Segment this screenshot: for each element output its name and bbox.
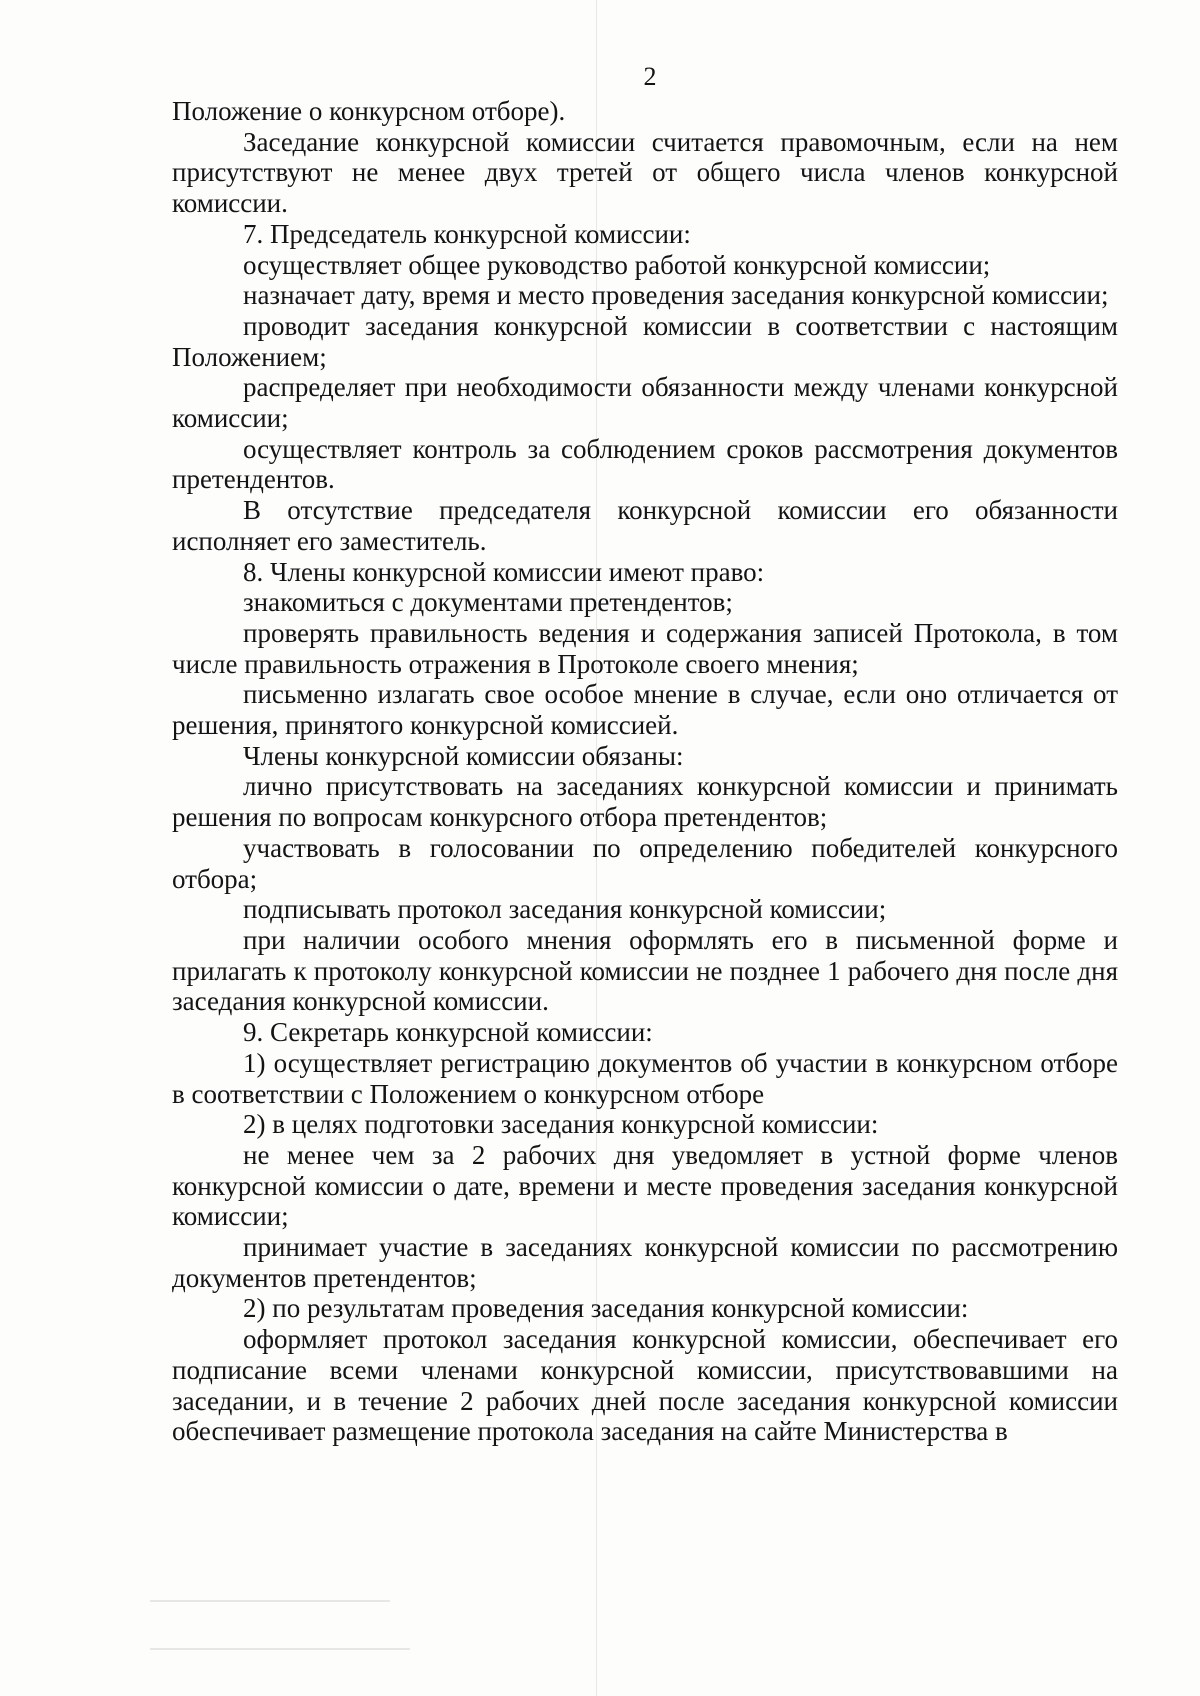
- paragraph: знакомиться с документами претендентов;: [243, 587, 733, 618]
- paragraph: Заседание конкурсной комиссии считается правомочным, если на нем присутствуют не менее двух третей от общего числа членов конкурсной комиссии.: [172, 126, 1118, 219]
- paragraph: участвовать в голосовании по определению победителей конкурсного отбора;: [172, 832, 1118, 894]
- paragraph: 2) в целях подготовки заседания конкурсной комиссии:: [243, 1109, 879, 1140]
- paragraph: 8. Члены конкурсной комиссии имеют право:: [243, 556, 765, 587]
- paragraph: письменно излагать свое особое мнение в случае, если оно отличается от решения, принятого конкурсной комиссией.: [172, 679, 1118, 741]
- paragraph: Члены конкурсной комиссии обязаны:: [243, 740, 684, 771]
- paragraph: проводит заседания конкурсной комиссии в соответствии с настоящим Положением;: [172, 310, 1118, 372]
- paragraph: оформляет протокол заседания конкурсной комиссии, обеспечивает его подписание всеми членами конкурсной комиссии, присутствовавшими на заседании, и в течение 2 рабочих дней после заседания конкурсной комиссии обеспечивает размещение протокола заседания на сайте Министерства в: [172, 1324, 1118, 1447]
- paragraph: Положение о конкурсном отборе).: [172, 96, 566, 126]
- page-number: 2: [643, 62, 657, 91]
- paragraph: принимает участие в заседаниях конкурсной комиссии по рассмотрению документов претендентов;: [172, 1232, 1118, 1293]
- scan-smudge: [150, 1648, 410, 1650]
- paragraph: осуществляет общее руководство работой конкурсной комиссии;: [243, 249, 991, 280]
- paragraph: подписывать протокол заседания конкурсной комиссии;: [243, 894, 887, 925]
- paragraph: 7. Председатель конкурсной комиссии:: [243, 218, 691, 249]
- paragraph: 9. Секретарь конкурсной комиссии:: [243, 1017, 653, 1048]
- paragraph: распределяет при необходимости обязанности между членами конкурсной комиссии;: [172, 372, 1118, 434]
- paragraph: не менее чем за 2 рабочих дня уведомляет в устной форме членов конкурсной комиссии о дате, времени и месте проведения заседания конкурсной комиссии;: [172, 1139, 1118, 1232]
- paragraph: В отсутствие председателя конкурсной комиссии его обязанности исполняет его заместитель.: [172, 495, 1118, 556]
- paragraph: осуществляет контроль за соблюдением сроков рассмотрения документов претендентов.: [172, 433, 1118, 495]
- paragraph: 1) осуществляет регистрацию документов об участии в конкурсном отборе в соответствии с Положением о конкурсном отборе: [172, 1047, 1118, 1109]
- document-body: [172, 96, 1118, 1447]
- paragraph: при наличии особого мнения оформлять его в письменной форме и прилагать к протоколу конкурсной комиссии не позднее 1 рабочего дня после дня заседания конкурсной комиссии.: [172, 924, 1118, 1017]
- paragraph: проверять правильность ведения и содержания записей Протокола, в том числе правильность отражения в Протоколе своего мнения;: [172, 617, 1118, 679]
- paragraph: 2) по результатам проведения заседания конкурсной комиссии:: [243, 1293, 969, 1324]
- scan-smudge: [150, 1600, 390, 1602]
- paragraph: назначает дату, время и место проведения заседания конкурсной комиссии;: [243, 280, 1109, 311]
- paragraph: лично присутствовать на заседаниях конкурсной комиссии и принимать решения по вопросам конкурсного отбора претендентов;: [172, 771, 1118, 833]
